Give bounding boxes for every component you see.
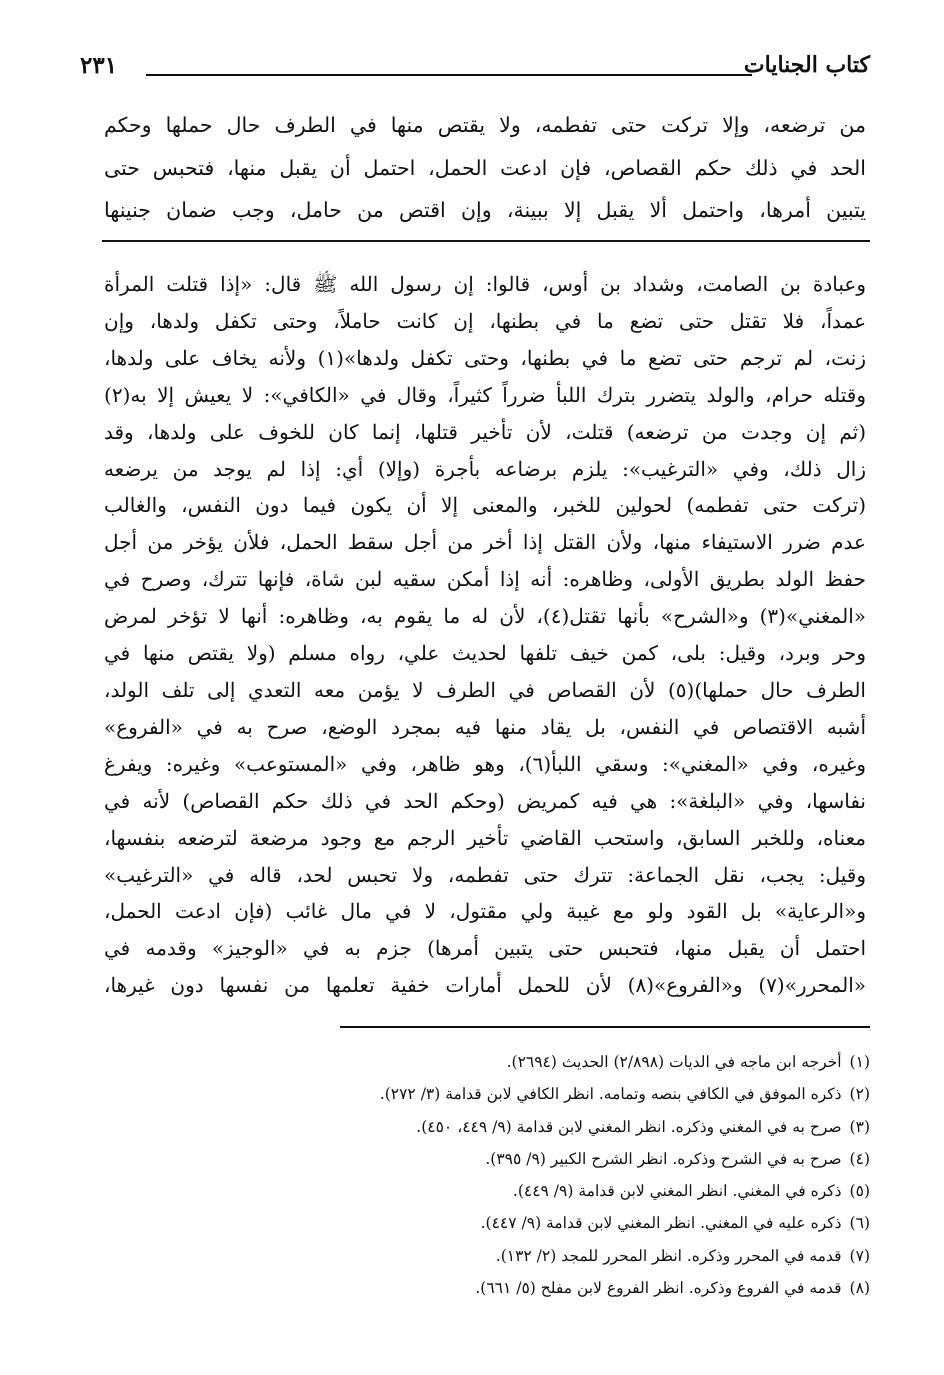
sharh-line: عمداً، فلا تقتل حتى تضع ما في بطنها، إن كانت حاملاً، وحتى تكفل ولدها، وإن [104, 308, 866, 333]
chapter-title: كتاب الجنايات [743, 52, 870, 78]
matn-line: يتبين أمرها، واحتمل ألا يقبل إلا ببينة، وإن اقتص من حامل، وجب ضمان جنينها [104, 198, 866, 223]
footnote-number: (٤) [849, 1149, 870, 1168]
sharh-line: وقتله حرام، والولد يتضرر بترك اللبأ ضرراً كثيراً، وقال في «الكافي»: لا يعيش إلا به(٢) [104, 382, 866, 407]
footnote-item [350, 1272, 870, 1304]
sharh-line: وغيره، وفي «المغني»: وسقي اللبأ(٦)، وهو ظاهر، وفي «المستوعب» وغيره: ويفرغ [104, 751, 866, 776]
footnote-number: (٨) [849, 1279, 870, 1298]
running-header [80, 52, 870, 92]
sharh-line: عدم ضرر الاستيفاء منها، ولأن القتل إذا أخر من أجل سقط الحمل، فلأن يؤخر من أجل [104, 530, 866, 555]
footnote-text: صرح به في المغني وذكره. انظر المغني لابن قدامة (٩/ ٤٤٩، ٤٥٠). [416, 1117, 842, 1136]
footnote-text: ذكره عليه في المغني. انظر المغني لابن قدامة (٩/ ٤٤٧). [480, 1214, 842, 1233]
text-separator [102, 240, 870, 242]
footnote-item [350, 1046, 870, 1078]
sharh-line: و«الرعاية» بل القود ولو مع غيبة ولي مقتول، لا في مال غائب (فإن ادعت الحمل، [104, 899, 866, 924]
sharh-line: وعبادة بن الصامت، وشداد بن أوس، قالوا: إن رسول الله ﷺ قال: «إذا قتلت المرأة [104, 272, 866, 296]
footnote-number: (٧) [849, 1246, 870, 1265]
footnote-item [350, 1078, 870, 1110]
sharh-line: (ثم إن وجدت من ترضعه) قتلت، لأن تأخير قتلها، إنما كان للخوف على ولدها، وقد [104, 419, 866, 444]
header-rule [146, 74, 752, 76]
footnote-number: (٥) [849, 1182, 870, 1201]
sharh-line: (تركت حتى تفطمه) لحولين للخبر، والمعنى إلا أن يكون فيما دون النفس، والغالب [104, 493, 866, 518]
sharh-line: الطرف حال حملها)(٥) لأن القصاص في الطرف لا يؤمن معه التعدي إلى تلف الولد، [104, 677, 866, 702]
footnote-text: ذكره الموفق في الكافي بنصه وتمامه. انظر الكافي لابن قدامة (٣/ ٢٧٢). [379, 1085, 842, 1104]
footnote-item [350, 1111, 870, 1143]
footnote-item [350, 1207, 870, 1239]
footnote-number: (٢) [849, 1085, 870, 1104]
footnote-number: (٦) [849, 1214, 870, 1233]
sharh-line: احتمل أن يقبل منها، فتحبس حتى يتبين أمرها) جزم به في «الوجيز» وقدمه في [104, 936, 866, 961]
page-number: ٢٣١ [80, 52, 118, 79]
footnote-item [350, 1240, 870, 1272]
sharh-line: وحر وبرد، وقيل: بلى، كمن خيف تلفها لحديث علي، رواه مسلم (ولا يقتص منها في [104, 641, 866, 666]
footnote-text: ذكره في المغني. انظر المغني لابن قدامة (٩/ ٤٤٩). [512, 1182, 842, 1201]
footnote-text: قدمه في الفروع وذكره. انظر الفروع لابن مفلح (٥/ ٦٦١). [475, 1279, 842, 1298]
sharh-line: أشبه الاقتصاص في النفس، بل يقاد منها فيه بمجرد الوضع، صرح به في «الفروع» [104, 714, 866, 739]
footnote-item [350, 1143, 870, 1175]
footnote-number: (٣) [849, 1117, 870, 1136]
sharh-line: حفظ الولد بطريق الأولى، وظاهره: أنه إذا أمكن سقيه لبن شاة، فإنها تترك، وصرح في [104, 567, 866, 592]
matn-line: الحد في ذلك حكم القصاص، فإن ادعت الحمل، احتمل أن يقبل منها، فتحبس حتى [104, 155, 866, 180]
footnote-text: صرح به في الشرح وذكره. انظر الشرح الكبير (٩/ ٣٩٥). [485, 1149, 842, 1168]
commentary-text [104, 266, 866, 1004]
footnotes [350, 1046, 870, 1304]
footnote-text: قدمه في المحرر وذكره. انظر المحرر للمجد (٢/ ١٣٢). [495, 1246, 842, 1265]
footnote-number: (١) [849, 1053, 870, 1071]
footnote-text: أخرجه ابن ماجه في الديات (٢/٨٩٨) الحديث (٢٦٩٤). [506, 1053, 842, 1071]
sharh-line: «المحرر»(٧) و«الفروع»(٨) لأن للحمل أمارات خفية تعلمها من نفسها دون غيرها، [104, 973, 866, 998]
sharh-line: زنت، لم ترجم حتى تضع ما في بطنها، وحتى تكفل ولدها»(١) ولأنه يخاف على ولدها، [104, 345, 866, 370]
sharh-line: معناه، وللخبر السابق، واستحب القاضي تأخير الرجم مع وجود مرضعة لترضعه بنفسها، [104, 825, 866, 850]
sharh-line: نفاسها، وفي «البلغة»: هي فيه كمريض (وحكم الحد في ذلك حكم القصاص) لأنه في [104, 788, 866, 813]
main-text [104, 104, 866, 232]
matn-line: من ترضعه، وإلا تركت حتى تفطمه، ولا يقتص منها في الطرف حال حملها وحكم [104, 113, 866, 137]
sharh-line: وقيل: يجب، نقل الجماعة: تترك حتى تفطمه، ولا تحبس لحد، قاله في «الترغيب» [104, 862, 866, 887]
footnote-item [350, 1175, 870, 1207]
sharh-line: «المغني»(٣) و«الشرح» بأنها تقتل(٤)، لأن له ما يقوم به، وظاهره: أنها لا تؤخر لمرض [104, 604, 866, 629]
footnote-rule [340, 1026, 870, 1028]
sharh-line: زال ذلك، وفي «الترغيب»: يلزم برضاعه بأجرة (وإلا) أي: إذا لم يوجد من يرضعه [104, 456, 866, 481]
